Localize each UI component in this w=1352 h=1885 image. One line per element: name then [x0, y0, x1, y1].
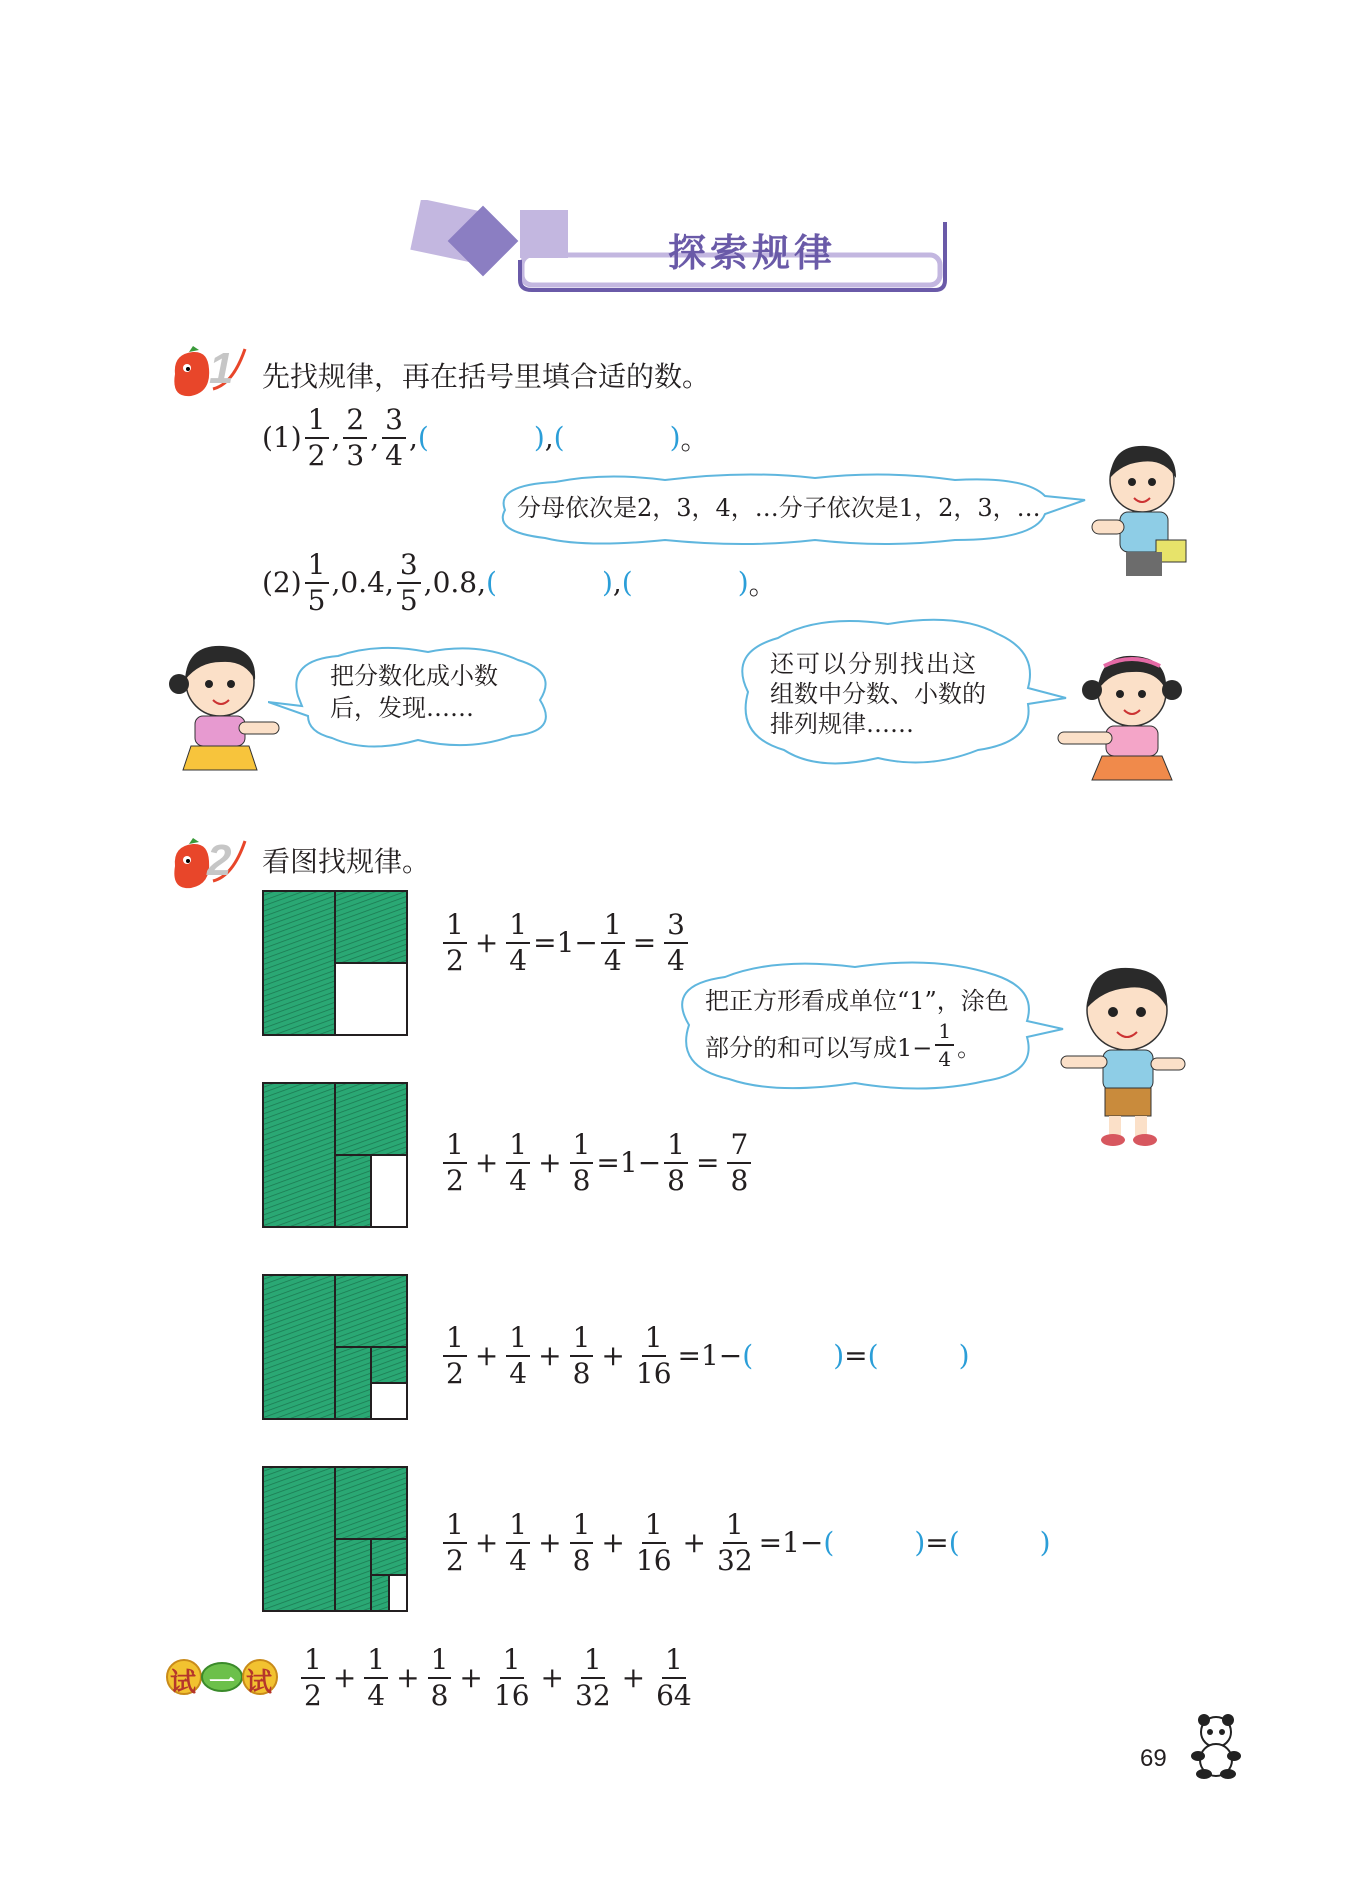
equation-3: $\frac{1}{2}$ + $\frac{1}{4}$ + $\frac{1}{8}$ + $\frac{1}{16}$ =1− ( ) = ( )	[440, 1318, 970, 1393]
answer-blank[interactable]: ( )	[621, 566, 749, 599]
part-2-label: (2)	[262, 566, 302, 599]
answer-blank[interactable]: ( )	[823, 1526, 926, 1559]
speech-bubble-boy-1	[485, 470, 1095, 550]
page-number: 69	[1140, 1745, 1167, 1772]
section-1-badge	[163, 344, 248, 404]
section-2-instruction: 看图找规律。	[262, 845, 431, 878]
speech-bubble-girl-right	[728, 612, 1068, 772]
part-2-row: (2) $\frac{1}{5}$ , 0.4 , $\frac{3}{5}$ , 0.8 , ( ) , ( ) 。	[262, 547, 777, 617]
fraction: $\frac{1}{32}$	[717, 1507, 753, 1577]
answer-blank[interactable]: ( )	[867, 1339, 970, 1372]
fraction: $\frac{1}{2}$	[305, 406, 329, 470]
hint-line: 部分的和可以写成1− $\frac{1}{4}$ 。	[705, 1019, 982, 1071]
fraction: $\frac{1}{2}$	[443, 1511, 467, 1575]
answer-blank[interactable]: ( )	[553, 421, 681, 454]
hint-line: 后，发现……	[330, 694, 474, 722]
try-it-expression: $\frac{1}{2}$ + $\frac{1}{4}$ + $\frac{1}{8}$ + $\frac{1}{16}$ + $\frac{1}{32}$ + $\frac{1}{64}$	[298, 1640, 698, 1715]
fraction: $\frac{1}{8}$	[570, 1511, 594, 1575]
fraction: $\frac{1}{2}$	[443, 911, 467, 975]
boy-illustration-2	[1055, 960, 1195, 1150]
fraction: $\frac{1}{4}$	[506, 911, 530, 975]
speech-bubble-girl-left	[268, 640, 568, 755]
section-2-number: 2	[207, 836, 232, 885]
fraction: $\frac{1}{2}$	[301, 1646, 325, 1710]
equation-1: $\frac{1}{2}$ + $\frac{1}{4}$ =1− $\frac{1}{4}$ = $\frac{3}{4}$	[440, 905, 691, 980]
square-diagram-2	[262, 1082, 408, 1228]
hint-line: 还可以分别找出这	[770, 650, 978, 678]
try-it-char: 试	[246, 1668, 273, 1698]
try-it-char: 一	[209, 1668, 236, 1698]
fraction: $\frac{1}{64}$	[656, 1642, 692, 1712]
fraction: $\frac{1}{8}$	[428, 1646, 452, 1710]
fraction: $\frac{1}{16}$	[493, 1642, 530, 1712]
fraction: $\frac{1}{16}$	[635, 1320, 672, 1390]
hint-line: 组数中分数、小数的	[770, 680, 986, 708]
square-diagram-1	[262, 890, 408, 1036]
fraction: $\frac{2}{3}$	[343, 406, 367, 470]
fraction: $\frac{3}{4}$	[664, 911, 688, 975]
fraction: $\frac{7}{8}$	[727, 1131, 751, 1195]
equation-4: $\frac{1}{2}$ + $\frac{1}{4}$ + $\frac{1}{8}$ + $\frac{1}{16}$ + $\frac{1}{32}$ =1− ( ) = ( )	[440, 1505, 1051, 1580]
fraction: $\frac{1}{4}$	[506, 1511, 530, 1575]
decimal-value: 0.4	[340, 566, 385, 599]
equation-2: $\frac{1}{2}$ + $\frac{1}{4}$ + $\frac{1}{8}$ =1− $\frac{1}{8}$ = $\frac{7}{8}$	[440, 1125, 754, 1200]
hint-text: 分母依次是2，3，4，…分子依次是1，2，3，…	[517, 494, 1041, 522]
fraction: $\frac{1}{4}$	[506, 1324, 530, 1388]
fraction: $\frac{1}{4}$	[506, 1131, 530, 1195]
fraction: $\frac{1}{8}$	[664, 1131, 688, 1195]
part-1-label: (1)	[262, 421, 302, 454]
try-it-badge	[166, 1655, 278, 1699]
answer-blank[interactable]: ( )	[742, 1339, 845, 1372]
square-diagram-4	[262, 1466, 408, 1612]
hint-line: 把分数化成小数	[330, 662, 498, 690]
fraction: $\frac{1}{5}$	[305, 551, 329, 615]
fraction: $\frac{3}{5}$	[397, 551, 421, 615]
fraction: $\frac{1}{4}$	[935, 1021, 954, 1069]
fraction: $\frac{1}{2}$	[443, 1324, 467, 1388]
girl-illustration-left	[165, 640, 285, 785]
hint-line: 排列规律……	[770, 710, 914, 738]
answer-blank[interactable]: ( )	[417, 421, 545, 454]
fraction: $\frac{1}{16}$	[635, 1507, 672, 1577]
decimal-value: 0.8	[432, 566, 478, 599]
panda-icon	[1184, 1712, 1246, 1782]
fraction: $\frac{1}{8}$	[570, 1131, 594, 1195]
answer-blank[interactable]: ( )	[486, 566, 613, 599]
header	[400, 200, 960, 300]
section-2-badge	[163, 836, 248, 896]
section-1-number: 1	[209, 344, 234, 393]
section-1-instruction: 先找规律，再在括号里填合适的数。	[262, 360, 711, 393]
answer-blank[interactable]: ( )	[948, 1526, 1051, 1559]
fraction: $\frac{1}{2}$	[443, 1131, 467, 1195]
fraction: $\frac{3}{4}$	[382, 406, 406, 470]
part-1-row: (1) $\frac{1}{2}$ , $\frac{2}{3}$ , $\frac{3}{4}$ , ( ) , ( ) 。	[262, 402, 709, 472]
fraction: $\frac{1}{4}$	[601, 911, 625, 975]
page-title: 探索规律	[668, 230, 837, 275]
try-it-char: 试	[170, 1668, 197, 1698]
square-diagram-3	[262, 1274, 408, 1420]
fraction: $\frac{1}{32}$	[575, 1642, 611, 1712]
fraction: $\frac{1}{8}$	[570, 1324, 594, 1388]
speech-bubble-boy-2	[665, 955, 1065, 1095]
boy-illustration	[1080, 440, 1190, 580]
fraction: $\frac{1}{4}$	[364, 1646, 388, 1710]
girl-illustration-right	[1052, 650, 1192, 795]
hint-line: 把正方形看成单位“1”，涂色	[705, 987, 1009, 1015]
